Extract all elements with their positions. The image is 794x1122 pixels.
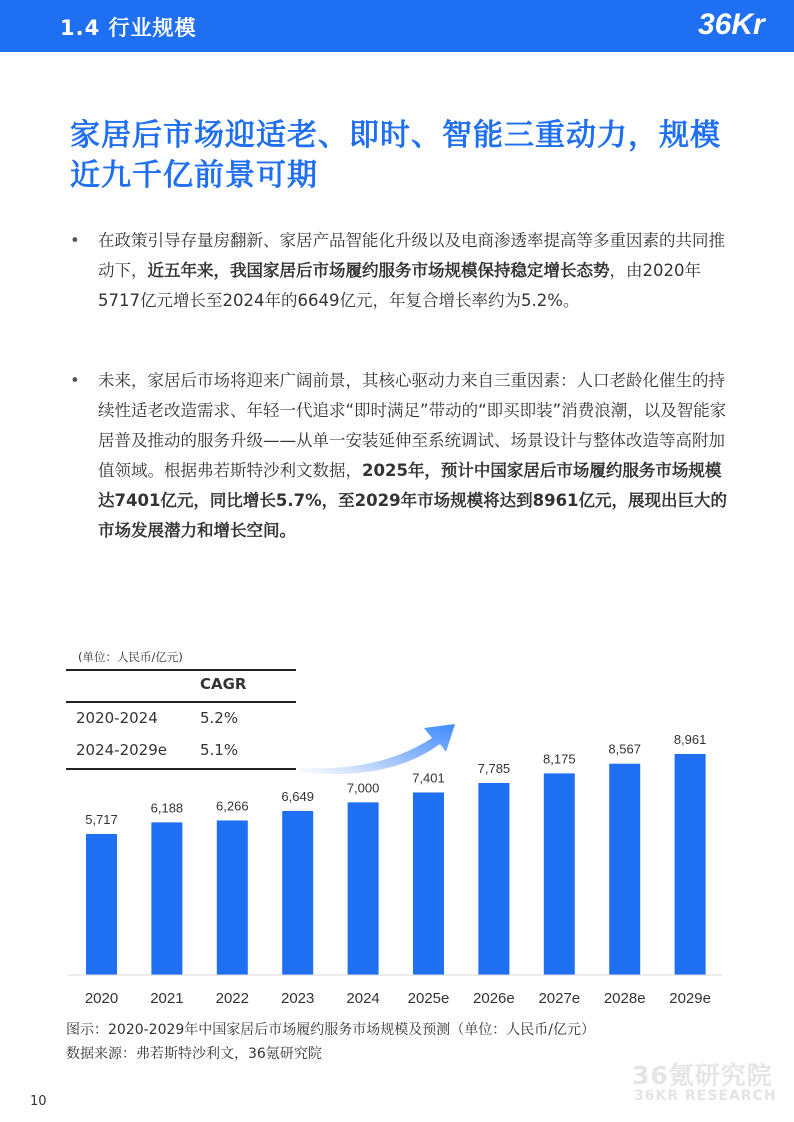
growth-arrow-icon xyxy=(300,724,455,774)
x-tick-label: 2023 xyxy=(281,990,315,1007)
bar-2026e xyxy=(478,783,509,975)
x-tick-label: 2026e xyxy=(473,990,515,1007)
bar-2024 xyxy=(348,802,379,975)
bar-value-label: 8,961 xyxy=(673,731,707,747)
logo-text: 36Kr xyxy=(698,8,765,41)
bullet-text-plain: 未来，家居后市场将迎来广阔前景，其核心驱动力来自三重因素：人口老龄化催生的持续性适老改造需求、年轻一代追求“即时满足”带动的“即买即装”消费浪潮，以及智能家居普及推动的服务升级——从单一安装延伸至系统调试、场景设计与整体改造等高附加值领域。根据弗若斯特沙利文数据， xyxy=(98,371,727,480)
bar-value-label: 7,000 xyxy=(346,780,380,796)
bar-2025e xyxy=(413,792,444,975)
table-rule-top xyxy=(66,669,296,671)
page-number: 10 xyxy=(30,1094,47,1109)
bullet-text xyxy=(98,366,730,546)
bullet-text-plain: 在政策引导存量房翻新、家居产品智能化升级以及电商渗透率提高等多重因素的共同推动下， xyxy=(98,231,725,280)
watermark-cn: 36氪研究院 xyxy=(632,1061,773,1090)
bullet-text xyxy=(98,226,730,316)
bar-value-label: 8,175 xyxy=(543,751,576,767)
x-tick-label: 2021 xyxy=(150,990,184,1007)
bar-value-label: 6,188 xyxy=(150,800,184,816)
x-tick-label: 2028e xyxy=(603,990,646,1007)
bar-value-label: 6,649 xyxy=(281,789,314,805)
x-tick-label: 2022 xyxy=(215,990,249,1007)
x-tick-label: 2029e xyxy=(669,990,711,1007)
bullet-paragraph xyxy=(70,366,730,546)
bar-2021 xyxy=(151,822,182,975)
header-bar xyxy=(0,0,794,52)
x-tick-label: 2027e xyxy=(538,990,581,1007)
data-source: 数据来源：弗若斯特沙利文，36氪研究院 xyxy=(66,1046,322,1062)
bar-2023 xyxy=(282,811,313,975)
bar-2029e xyxy=(675,754,706,975)
bullet-dot: • xyxy=(70,231,80,250)
bar-2027e xyxy=(544,773,575,975)
watermark-en: 36KR RESEARCH xyxy=(634,1088,777,1104)
cagr-period: 2020-2024 xyxy=(76,709,158,727)
bar-2022 xyxy=(217,820,248,975)
bar-value-label: 5,717 xyxy=(85,811,118,827)
unit-label: (单位：人民币/亿元) xyxy=(78,650,183,664)
cagr-rate: 5.2% xyxy=(200,709,239,727)
x-tick-label: 2020 xyxy=(84,990,119,1007)
cagr-period: 2024-2029e xyxy=(76,741,167,759)
cagr-rate: 5.1% xyxy=(200,741,239,759)
cagr-header: CAGR xyxy=(200,675,247,693)
bar-value-label: 6,266 xyxy=(216,798,249,814)
bullet-dot: • xyxy=(70,371,80,390)
x-tick-label: 2024 xyxy=(346,990,380,1007)
page-headline: 家居后市场迎适老、即时、智能三重动力，规模近九千亿前景可期 xyxy=(70,118,721,193)
market-size-bar-chart xyxy=(0,690,794,1020)
bar-value-label: 7,401 xyxy=(412,770,445,786)
chart-caption: 图示：2020-2029年中国家居后市场履约服务市场规模及预测（单位：人民币/亿元） xyxy=(66,1022,596,1038)
bar-2020 xyxy=(86,834,117,975)
bar-2028e xyxy=(609,764,640,975)
bar-value-label: 8,567 xyxy=(608,741,641,757)
bullet-text-bold: 近五年来，我国家居后市场履约服务市场规模保持稳定增长态势 xyxy=(147,261,610,280)
bullet-text-plain: ，由2020年5717亿元增长至2024年的6649亿元，年复合增长率约为5.2%。 xyxy=(98,261,701,310)
bullet-paragraph xyxy=(70,226,730,316)
x-tick-label: 2025e xyxy=(407,990,450,1007)
bullet-text-bold: 2025年，预计中国家居后市场履约服务市场规模达7401亿元，同比增长5.7%，至2029年市场规模将达到8961亿元，展现出巨大的市场发展潜力和增长空间。 xyxy=(98,461,728,540)
bar-value-label: 7,785 xyxy=(477,760,511,776)
section-title: 1.4 行业规模 xyxy=(60,16,197,40)
36kr-logo xyxy=(694,0,794,52)
